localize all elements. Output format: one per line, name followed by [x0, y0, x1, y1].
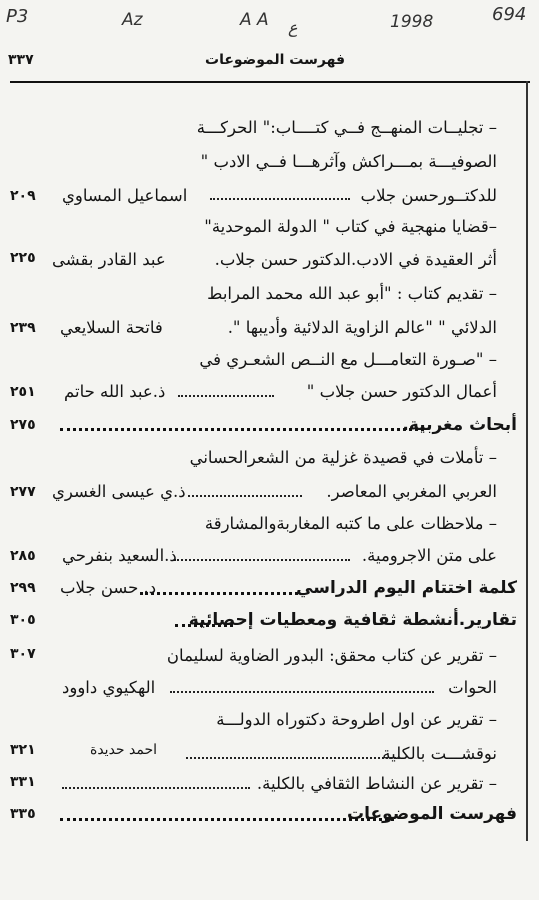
entry-page-number: ٣٣١ — [10, 774, 36, 790]
entry-line: – تأملات في قصيدة غزلية من الشعرالحساني — [189, 448, 497, 467]
section-heading: كلمة اختتام اليوم الدراسي — [296, 578, 517, 598]
dot-leader — [140, 592, 298, 595]
section-heading: تقارير.أنشطة ثقافية ومعطيات إحصائية — [188, 610, 517, 630]
entry-author: اسماعيل المساوي — [62, 186, 188, 205]
section-page-number: ٢٩٩ — [10, 580, 36, 596]
header-rule — [10, 81, 530, 83]
entry-line: العربي المغربي المعاصر. — [326, 482, 497, 501]
entry-line: – "صـورة التعامـــل مع النــص الشعـري في — [199, 350, 497, 369]
entry-line: الدلائي " "عالم الزاوية الدلائية وأديبها ". — [227, 318, 497, 337]
dot-leader — [186, 757, 400, 759]
section-page-number: ٢٧٥ — [10, 417, 36, 433]
entry-line: أثر العقيدة في الادب.الدكتور حسن جلاب. — [214, 250, 497, 269]
entry-line: – تقرير عن النشاط الثقافي بالكلية. — [256, 774, 497, 793]
handwritten-mark: P3 — [6, 6, 29, 27]
section-author: د. حسن جلاب — [60, 578, 157, 597]
handwritten-mark: 1998 — [390, 12, 434, 32]
entry-page-number: ٢٨٥ — [10, 548, 36, 564]
section-heading: أبحاث مغربية. — [402, 415, 517, 435]
header-page-number: ٣٣٧ — [8, 52, 34, 68]
entry-line: الصوفيـــة بمـــراكش وآثرهـــا فــي الادب " — [200, 152, 497, 171]
entry-page-number: ٢٢٥ — [10, 250, 36, 266]
entry-line: – تجليــات المنهــج فــي كتــــاب:" الحركـــة — [196, 118, 497, 137]
entry-page-number: ٣٢١ — [10, 742, 36, 758]
entry-line: أعمال الدكتور حسن جلاب " — [306, 382, 497, 401]
dot-leader — [210, 198, 350, 200]
entry-author: ذ.ي عيسى الغسري — [52, 482, 186, 501]
entry-line: – ملاحظات على ما كتبه المغاربةوالمشارقة — [204, 514, 497, 533]
entry-author: ذ.السعيد بنفرحي — [62, 546, 177, 565]
entry-author: الهكيوي داوود — [62, 678, 156, 697]
dot-leader — [188, 495, 302, 497]
entry-line: على متن الاجرومية. — [361, 546, 497, 565]
section-page-number: ٣٣٥ — [10, 806, 36, 822]
handwritten-mark: ع — [288, 18, 298, 37]
handwritten-mark: 694 — [492, 4, 527, 25]
entry-author: فاتحة السلايعي — [60, 318, 163, 337]
entry-author: احمد حديدة — [90, 742, 158, 758]
entry-page-number: ٢٥١ — [10, 384, 36, 400]
section-heading: فهرست الموضوعات — [347, 804, 517, 824]
handwritten-mark: Az — [122, 10, 143, 30]
entry-line: – تقديم كتاب : "أبو عبد الله محمد المرابط — [207, 284, 497, 303]
entry-page-number: ٢٧٧ — [10, 484, 36, 500]
dot-leader — [175, 624, 233, 627]
dot-leader — [60, 818, 394, 821]
entry-page-number: ٢٠٩ — [10, 188, 36, 204]
entry-line: – تقرير عن اول اطروحة دكتوراه الدولـــة — [216, 710, 497, 729]
entry-line: الحوات — [448, 678, 497, 697]
page-title: فهرست الموضوعات — [205, 52, 345, 68]
dot-leader — [62, 787, 250, 789]
handwritten-mark: A A — [240, 10, 269, 30]
entry-line: نوقشـــت بالكلية — [382, 744, 497, 763]
section-page-number: ٣٠٥ — [10, 612, 36, 628]
margin-rule — [526, 81, 528, 841]
entry-line: – تقرير عن كتاب محقق: البدور الضاوية لسليمان — [166, 646, 497, 665]
dot-leader — [178, 395, 274, 397]
entry-page-number: ٣٠٧ — [10, 646, 36, 662]
dot-leader — [170, 691, 434, 693]
entry-page-number: ٢٣٩ — [10, 320, 36, 336]
dot-leader — [174, 559, 350, 561]
entry-line: للدكتــورحسن جلاب — [360, 186, 497, 205]
entry-line: –قضايا منهجية في كتاب " الدولة الموحدية" — [204, 217, 497, 236]
dot-leader — [60, 428, 424, 431]
entry-author: ذ.عبد الله حاتم — [64, 382, 166, 401]
entry-author: عبد القادر بقشى — [52, 250, 166, 269]
